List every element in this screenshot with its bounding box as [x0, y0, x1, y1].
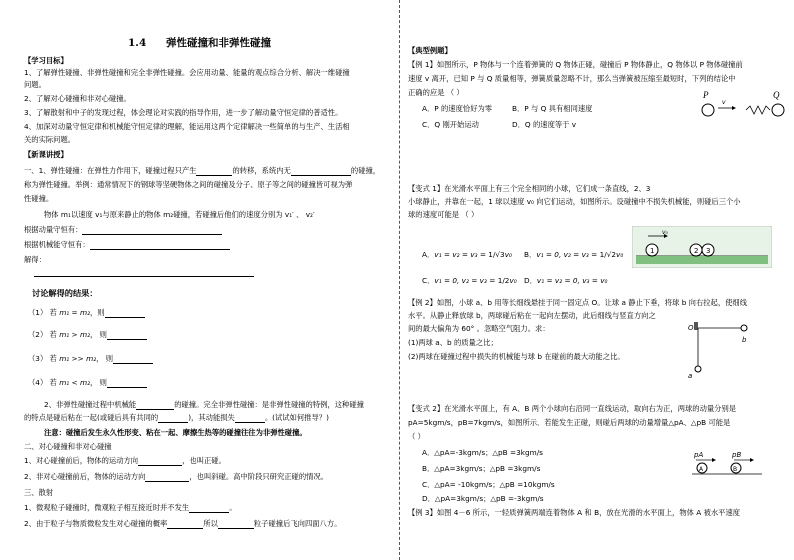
label-a: a — [688, 372, 693, 380]
goal-line: 1、了解弹性碰撞、非弹性碰撞和完全非弹性碰撞。会应用动量、能量的观点综合分析、解决一维碰撞 — [24, 68, 350, 77]
text-fragment: ，也叫斜碰。高中阶段只研究正碰的情况。 — [189, 472, 329, 481]
label-o: O — [688, 324, 694, 332]
solve-label: 解得： — [24, 255, 46, 264]
label-pb: pB — [732, 451, 742, 459]
option-a: A．P 的速度恰好为零 — [422, 104, 493, 113]
text-fragment: 2、非对心碰撞前后，物体的运动方向 — [24, 472, 146, 481]
blank — [235, 414, 265, 423]
goal-line: 2、了解对心碰撞和非对心碰撞。 — [24, 94, 131, 103]
label-v0: v₀ — [662, 229, 668, 236]
option-fraction: 1/√3 — [488, 250, 505, 259]
spring — [746, 106, 770, 114]
option-label: B． — [524, 250, 537, 259]
arrowhead — [750, 458, 754, 462]
blank — [107, 331, 147, 340]
option-v0: v₀ — [509, 276, 517, 285]
case-condition: m₁ = m₂ — [59, 308, 91, 317]
example-2-line: 水平。从静止释放球 b，两球碰后粘在一起向左摆动，此后细线与竖直方向之 — [408, 311, 656, 320]
case-condition: m₁ > m₂ — [59, 330, 91, 339]
case-2 — [28, 330, 147, 340]
option-fraction: 1/√2 — [599, 250, 616, 259]
option-label: C． — [422, 276, 435, 285]
case-then: ，则 — [90, 308, 105, 317]
example-1-line: 正确的应是 （ ） — [408, 88, 464, 97]
case-then: ， 则 — [90, 330, 107, 339]
text-fragment: 粒子碰撞后飞向四面八方。 — [253, 519, 342, 528]
ball-q — [772, 104, 784, 116]
arrowhead — [732, 106, 736, 110]
inelastic-feature — [24, 413, 329, 423]
inelastic-definition — [44, 400, 364, 410]
case-label: （4） 若 — [28, 378, 57, 387]
variant-1-line: 【变式 1】在光滑水平面上有三个完全相同的小球，它们成一条直线，2、3 — [408, 184, 651, 193]
case-1 — [28, 308, 145, 318]
case-3 — [28, 354, 153, 364]
blank — [158, 414, 188, 423]
option-d: D．△pA=3kgm/s；△pB =-3kgm/s — [422, 494, 544, 503]
note: 注意：碰撞后发生永久性形变、粘在一起、摩擦生热等的碰撞往往为非弹性碰撞。 — [44, 428, 307, 437]
case-4 — [28, 378, 147, 388]
option-b: B．△pA=3kgm/s；△pB =3kgm/s — [422, 464, 541, 473]
arrowhead — [712, 458, 716, 462]
option-expression: v₁ = v₂ = v₃ = — [434, 250, 486, 259]
ball-b-label: B — [733, 466, 738, 473]
example-2-line: (2)两球在碰撞过程中损失的机械能与球 b 在碰前的最大动能之比。 — [408, 352, 625, 361]
blank — [82, 226, 222, 235]
scattering-2 — [24, 519, 341, 529]
option-d — [524, 276, 607, 286]
figure-p-q-spring — [698, 86, 790, 120]
blank — [196, 167, 232, 176]
option-a: A．△pA=-3kgm/s；△pB =3kgm/s — [422, 448, 543, 457]
goal-line: 3、了解散射和中子的发现过程，体会理论对实践的指导作用，进一步了解动量守恒定律的普适性。 — [24, 108, 343, 117]
case-then: ， 则 — [90, 378, 107, 387]
blank — [113, 355, 153, 364]
case-condition: m₁ >> m₂ — [59, 354, 97, 363]
label: 根据动量守恒有： — [24, 225, 83, 234]
option-expression: v₁ = 0, v₂ = v₃ = — [536, 250, 598, 259]
examples-header: 【典型例题】 — [408, 46, 452, 55]
case-then: ， 则 — [96, 354, 114, 363]
option-label: D． — [524, 276, 537, 285]
option-label: A． — [422, 250, 435, 259]
ground-hatch — [636, 256, 768, 264]
option-c: C．Q 刚开始运动 — [422, 120, 479, 129]
option-c: C．△pA= -10kgm/s；△pB =10kgm/s — [422, 480, 555, 489]
new-lesson-header: 【新课讲授】 — [24, 150, 68, 159]
blank — [90, 241, 230, 250]
ball-1-label: 1 — [650, 247, 655, 255]
text-fragment: 2、由于粒子与物质微粒发生对心碰撞的概率 — [24, 519, 168, 528]
example-1-line: 速度 v 离开，已知 P 与 Q 质量相等，弹簧质量忽略不计，那么当弹簧被压缩至最短时，下列的结论中 — [408, 74, 736, 83]
text-fragment: 的特点是碰后粘在一起(或碰后具有共同的 — [24, 413, 159, 422]
label-v: v — [722, 99, 726, 106]
momentum-conservation — [24, 225, 222, 235]
option-a — [422, 250, 512, 260]
example-2-line: 间的最大偏角为 60° 。忽略空气阻力。求： — [408, 324, 550, 333]
text-fragment: 。(试试如何推导？) — [264, 413, 329, 422]
option-b — [524, 250, 623, 260]
option-fraction: 1/2 — [497, 276, 510, 285]
blank — [189, 504, 229, 513]
goal-line: 关的实际问题。 — [24, 135, 76, 144]
figure-three-balls — [632, 226, 772, 268]
example-2-line: 【例 2】如图，小球 a、b 用等长细线悬挂于同一固定点 O。让球 a 静止下垂，将球 b 向右拉起，使细线 — [408, 298, 748, 307]
case-condition: m₁ < m₂ — [59, 378, 91, 387]
central-collision-title: 二、对心碰撞和非对心碰撞 — [24, 442, 112, 451]
ball-p — [702, 104, 714, 116]
option-expression: v₁ = 0, v₂ = v₃ = — [434, 276, 496, 285]
option-expression: v₁ = v₂ = 0, v₃ = v₀ — [536, 276, 608, 285]
text-fragment: 所以 — [203, 519, 218, 528]
blank — [218, 520, 254, 529]
option-v0: v₀ — [504, 250, 512, 259]
blank — [291, 167, 351, 176]
text-fragment: 一、1、弹性碰撞：在弹性力作用下，碰撞过程只产生 — [24, 166, 197, 175]
variant-2-line: pA=5kgm/s，pB=7kgm/s，如图所示．若能发生正碰，则碰后两球的动量增量△pA、△pB 可能是 — [408, 418, 731, 427]
energy-conservation — [24, 240, 230, 250]
goals-header: 【学习目标】 — [24, 56, 68, 65]
text-fragment: ，也叫正碰。 — [182, 456, 226, 465]
goal-line: 4、加深对动量守恒定律和机械能守恒定律的理解，能运用这两个定律解决一些简单的与生产、生活相 — [24, 122, 350, 131]
discuss-title: 讨论解得的结果： — [32, 288, 98, 298]
ball-2-label: 2 — [694, 247, 699, 255]
blank — [107, 379, 147, 388]
blank — [136, 401, 174, 410]
case-label: （2） 若 — [28, 330, 57, 339]
option-b: B．P 与 Q 具有相同速度 — [512, 104, 593, 113]
goal-line: 问题。 — [24, 80, 46, 89]
text-fragment: 的碰撞。完全非弹性碰撞：是非弹性碰撞的特例，这种碰撞 — [174, 400, 364, 409]
collision-setup: 物体 m₁以速度 v₁与原来静止的物体 m₂碰撞，若碰撞后他们的速度分别为 v₁′ 、 v₂′ — [44, 210, 315, 219]
non-central-collision — [24, 472, 328, 482]
text-fragment: 。 — [229, 503, 237, 512]
ball-a — [695, 366, 701, 372]
example-3-line: 【例 3】如图 4－6 所示，一轻质弹簧两端连着物体 A 和 B，放在光滑的水平面上，物体 A 被水平速度 — [408, 508, 741, 517]
page-title: 弹性碰撞和非弹性碰撞 — [166, 37, 271, 49]
ball-b — [741, 325, 747, 331]
example-2-line: (1)两球 a、b 的质量之比； — [408, 338, 498, 347]
variant-1-line: 球的速度可能是 （ ） — [408, 210, 479, 219]
blank — [167, 520, 203, 529]
blank — [145, 473, 189, 482]
ball-3-label: 3 — [706, 247, 711, 255]
figure-pendulum — [686, 318, 756, 380]
central-collision — [24, 456, 226, 466]
elastic-example: 称为弹性碰撞。举例：通常情况下的钢球等坚硬物体之间的碰撞及分子、原子等之间的碰撞皆可视为弹 — [24, 180, 353, 189]
example-1-line: 【例 1】如图所示，P 物体与一个连着弹簧的 Q 物体正碰，碰撞后 P 物体静止，Q 物体以 P 物体碰撞前 — [408, 60, 743, 69]
scattering-title: 三、散射 — [24, 488, 54, 497]
label-b: b — [742, 336, 747, 344]
option-v0: v₀ — [616, 250, 624, 259]
text-fragment: 的转移，系统内无 — [232, 166, 291, 175]
variant-2-line: 【变式 2】在光滑水平面上，有 A、B 两个小球向右沿同一直线运动，取向右为正，两球的动量分别是 — [408, 404, 737, 413]
option-c — [422, 276, 517, 286]
elastic-definition — [24, 166, 380, 176]
figure-balls-a-b — [692, 448, 772, 478]
text-fragment: 1、微观粒子碰撞时，微观粒子相互接近时并不发生 — [24, 503, 190, 512]
blank — [138, 457, 182, 466]
text-fragment: 2、非弹性碰撞过程中机械能 — [44, 400, 137, 409]
variant-1-line: 小球静止，并靠在一起，1 球以速度 v₀ 向它们运动，如图所示。设碰撞中不损失机械能，则碰后三个小 — [408, 197, 741, 206]
section-number: 1.4 — [128, 37, 147, 49]
text-fragment: )，其动能损失 — [188, 413, 235, 422]
case-label: （1） 若 — [28, 308, 57, 317]
blank — [105, 309, 145, 318]
label-p: P — [703, 90, 709, 100]
text-fragment: 1、对心碰撞前后，物体的运动方向 — [24, 456, 139, 465]
label-pa: pA — [694, 451, 704, 459]
elastic-example-end: 性碰撞。 — [24, 194, 54, 203]
case-label: （3） 若 — [28, 354, 57, 363]
ball-a-label: A — [699, 466, 704, 473]
option-d: D．Q 的速度等于 v — [512, 120, 577, 129]
pivot — [694, 322, 698, 330]
text-fragment: 的碰撞， — [350, 166, 381, 175]
answer-line — [34, 276, 254, 277]
right-column — [400, 0, 794, 560]
label-q: Q — [773, 90, 780, 100]
variant-2-line: （ ） — [408, 432, 425, 441]
scattering-1 — [24, 503, 236, 513]
label: 根据机械能守恒有： — [24, 240, 90, 249]
